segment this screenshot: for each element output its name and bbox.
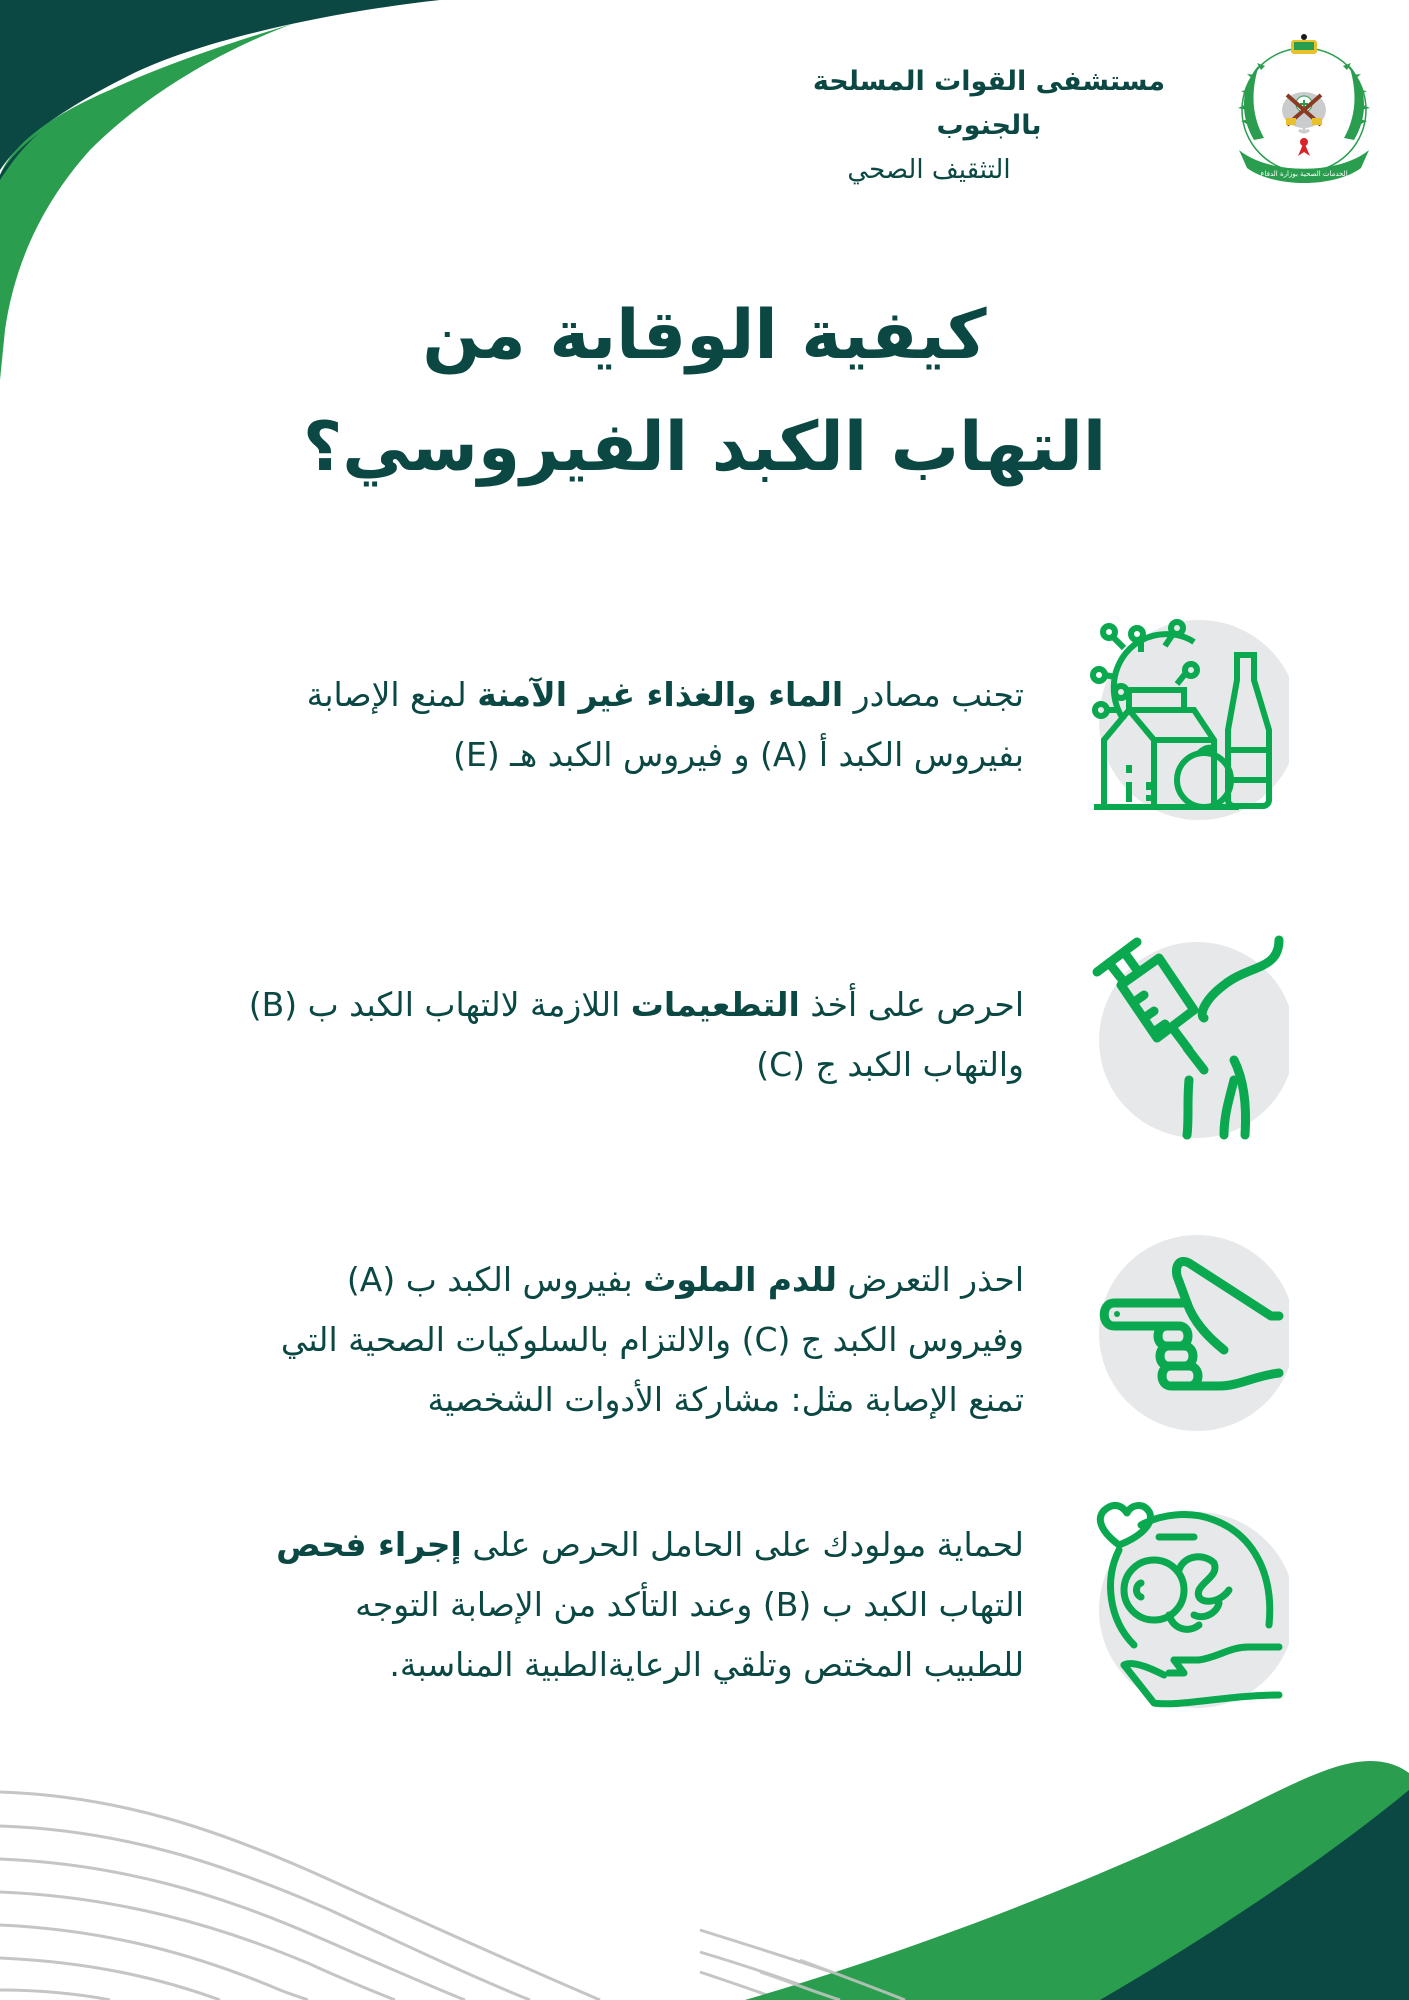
title-line-2: التهاب الكبد الفيروسي؟ xyxy=(302,408,1107,487)
tip-text-food-water xyxy=(124,665,1024,785)
tip-line: لحماية مولودك على الحامل الحرص على إجراء فحص xyxy=(276,1525,1024,1564)
tip-line: والتهاب الكبد ج (C) xyxy=(756,1045,1024,1084)
tip-line: احذر التعرض للدم الملوث بفيروس الكبد ب (A) xyxy=(346,1260,1024,1299)
tip-line: تمنع الإصابة مثل: مشاركة الأدوات الشخصية xyxy=(427,1380,1024,1419)
newborn-care-hand-heart-icon xyxy=(1079,1495,1289,1705)
tip-line: التهاب الكبد ب (B) وعند التأكد من الإصابة التوجه xyxy=(355,1585,1024,1624)
tip-line: بفيروس الكبد أ (A) و فيروس الكبد هـ (E) xyxy=(453,735,1024,774)
pointing-hand-warning-icon xyxy=(1079,1228,1289,1438)
department-name: التثقيف الصحي xyxy=(847,155,1011,185)
organization-name: مستشفى القوات المسلحة بالجنوب xyxy=(812,66,1166,141)
unsafe-food-water-icon xyxy=(1079,610,1289,820)
bottom-wave-lines xyxy=(0,1792,905,2000)
tip-text-contaminated-blood xyxy=(124,1250,1024,1430)
tip-line: احرص على أخذ التطعيمات اللازمة لالتهاب الكبد ب (B) xyxy=(248,985,1024,1024)
page-title xyxy=(0,280,1409,504)
header xyxy=(0,30,1409,190)
tip-line: تجنب مصادر الماء والغذاء غير الآمنة لمنع الإصابة xyxy=(306,675,1024,714)
vaccination-syringe-icon xyxy=(1079,930,1289,1140)
tip-text-vaccination xyxy=(124,975,1024,1095)
title-line-1: كيفية الوقاية من xyxy=(422,296,987,375)
armed-forces-medical-emblem-icon xyxy=(1229,30,1379,190)
bottom-right-green-wave xyxy=(745,1761,1409,2000)
organization-block xyxy=(764,60,1214,192)
logo-ribbon-text: الخدمات الصحية بوزارة الدفاع xyxy=(1260,170,1348,178)
tip-line: للطبيب المختص وتلقي الرعايةالطبية المناسبة. xyxy=(389,1645,1024,1684)
tip-line: وفيروس الكبد ج (C) والالتزام بالسلوكيات الصحية التي xyxy=(280,1320,1024,1359)
tip-text-newborn-protection xyxy=(124,1515,1024,1695)
